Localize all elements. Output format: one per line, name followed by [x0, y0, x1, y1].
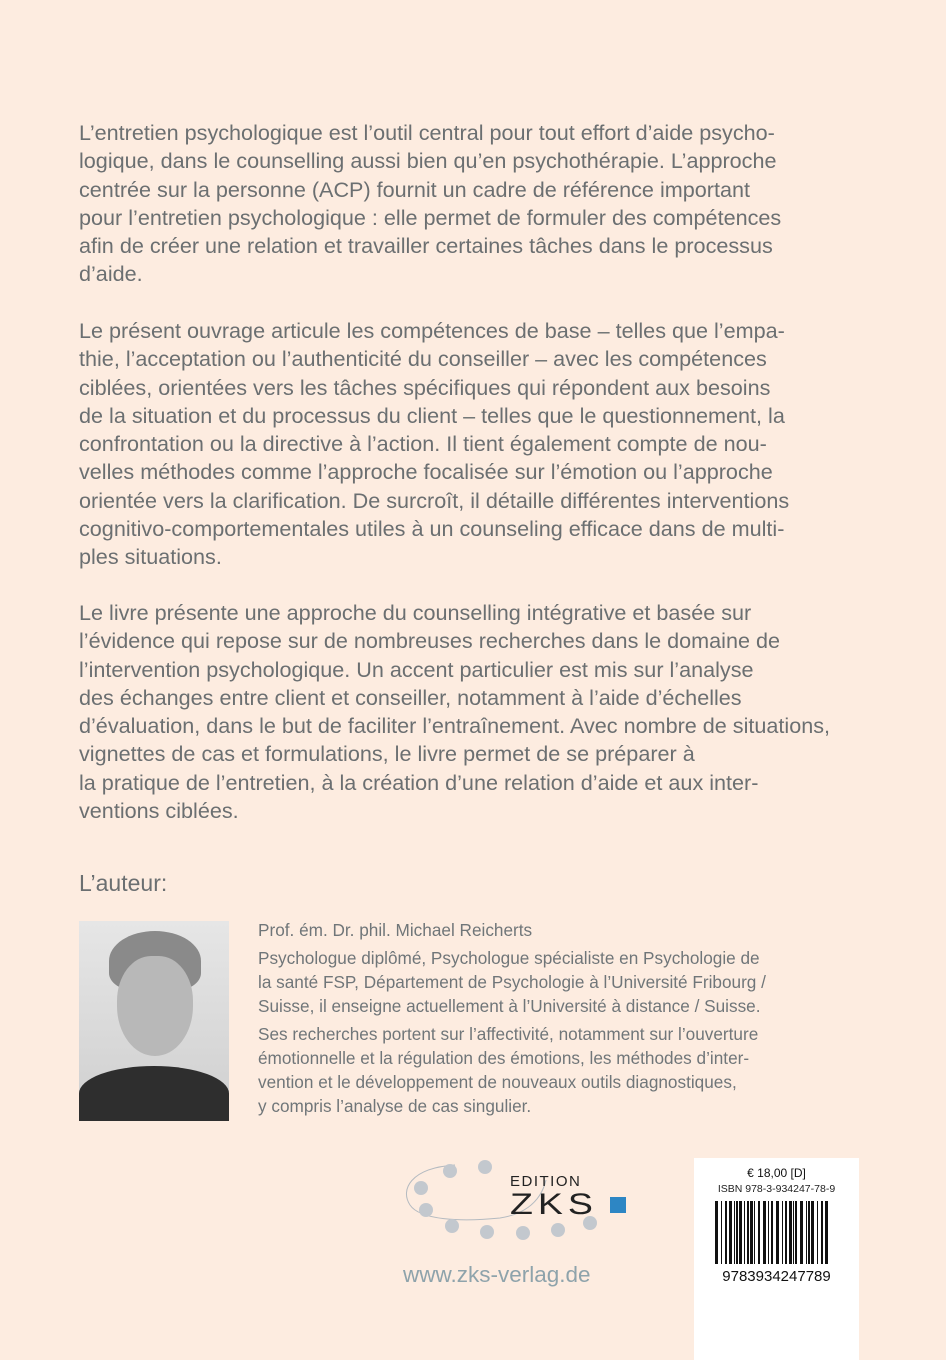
barcode-bar: [771, 1201, 773, 1264]
barcode-bar: [715, 1201, 718, 1264]
barcode-bar: [825, 1201, 828, 1264]
barcode-bar: [729, 1201, 732, 1264]
publisher-url[interactable]: www.zks-verlag.de: [403, 1262, 591, 1287]
text-line: centrée sur la personne (ACP) fournit un cadre de référence important: [79, 176, 750, 202]
text-line: vignettes de cas et formulations, le livre permet de se préparer à: [79, 741, 695, 767]
isbn: ISBN 978-3-934247-78-9: [717, 1183, 836, 1195]
description-paragraph-1: [79, 119, 781, 289]
barcode-bar: [758, 1201, 760, 1264]
text-line: Suisse, il enseigne actuellement à l’Université à distance / Suisse.: [258, 996, 761, 1016]
text-line: afin de créer une relation et travailler certaines tâches dans le processus: [79, 233, 773, 259]
text-line: l’intervention psychologique. Un accent particulier est mis sur l’analyse: [79, 656, 754, 682]
text-line: y compris l’analyse de cas singulier.: [258, 1096, 532, 1116]
text-line: thie, l’acceptation ou l’authenticité du conseiller – avec les compétences: [79, 346, 767, 372]
text-line: orientée vers la clarification. De surcroît, il détaille différentes interventions: [79, 487, 790, 513]
barcode-bar: [734, 1201, 735, 1264]
price: € 18,00 [D]: [747, 1166, 806, 1180]
text-line: Ses recherches portent sur l’affectivité, notamment sur l’ouverture: [258, 1024, 759, 1044]
text-line: confrontation ou la directive à l’action. Il tient également compte de nou-: [79, 431, 767, 457]
description-paragraph-2: [79, 317, 789, 572]
barcode-bar: [795, 1201, 797, 1264]
barcode-bars: [715, 1201, 830, 1264]
text-line: la santé FSP, Département de Psychologie à l’Université Fribourg /: [258, 972, 766, 992]
logo-square-icon: [610, 1197, 626, 1213]
barcode-bar: [747, 1201, 749, 1264]
text-line: vention et le développement de nouveaux outils diagnostiques,: [258, 1072, 737, 1092]
text-line: émotionnelle et la régulation des émotions, les méthodes d’inter-: [258, 1048, 750, 1068]
barcode-bar: [782, 1201, 783, 1264]
text-line: cognitivo-comportementales utiles à un counseling efficace dans de multi-: [79, 516, 785, 542]
barcode-box: [694, 1158, 859, 1360]
author-name: Prof. ém. Dr. phil. Michael Reicherts: [258, 920, 533, 940]
barcode-bar: [817, 1201, 818, 1264]
barcode-bar: [789, 1201, 792, 1264]
text-line: velles méthodes comme l’approche focalisée sur l’émotion ou l’approche: [79, 459, 773, 485]
text-line: d’évaluation, dans le but de faciliter l’entraînement. Avec nombre de situations,: [79, 713, 831, 739]
barcode-bar: [800, 1201, 803, 1264]
barcode-bar: [821, 1201, 823, 1264]
barcode-bar: [808, 1201, 810, 1264]
logo-edition-text: EDITION: [510, 1173, 582, 1190]
barcode-bar: [763, 1201, 766, 1264]
barcode-bar: [736, 1201, 738, 1264]
barcode-bar: [785, 1201, 787, 1264]
text-line: Psychologue diplômé, Psychologue spécialiste en Psychologie de: [258, 948, 760, 968]
ean-number: 9783934247789: [722, 1268, 831, 1285]
barcode-bar: [750, 1201, 753, 1264]
text-line: ventions ciblées.: [79, 798, 239, 824]
author-bio: [258, 946, 766, 1018]
author-research: [258, 1022, 758, 1118]
text-line: l’évidence qui repose sur de nombreuses recherches dans le domaine de: [79, 628, 781, 654]
text-line: de la situation et du processus du client – telles que le questionnement, la: [79, 402, 785, 428]
text-line: ples situations.: [79, 544, 222, 570]
text-line: la pratique de l’entretien, à la création d’une relation d’aide et aux inter-: [79, 769, 759, 795]
barcode-bar: [806, 1201, 807, 1264]
text-line: logique, dans le counselling aussi bien qu’en psychothérapie. L’approche: [79, 148, 777, 174]
barcode-bar: [793, 1201, 794, 1264]
barcode-bar: [811, 1201, 814, 1264]
logo-zks-text: ZKS: [510, 1188, 598, 1221]
text-line: d’aide.: [79, 261, 143, 287]
text-line: Le livre présente une approche du counselling intégrative et basée sur: [79, 600, 752, 625]
barcode-bar: [768, 1201, 769, 1264]
description-paragraph-3: [79, 599, 830, 825]
barcode-bar: [776, 1201, 779, 1264]
text-line: ciblées, orientées vers les tâches spécifiques qui répondent aux besoins: [79, 374, 771, 400]
barcode-bar: [744, 1201, 745, 1264]
author-heading: L’auteur:: [79, 870, 168, 896]
barcode-bar: [739, 1201, 742, 1264]
text-line: L’entretien psychologique est l’outil central pour tout effort d’aide psycho-: [79, 120, 775, 145]
barcode-bar: [721, 1201, 722, 1264]
barcode-bar: [725, 1201, 727, 1264]
text-line: des échanges entre client et conseiller, notamment à l’aide d’échelles: [79, 684, 742, 710]
barcode-bar: [754, 1201, 755, 1264]
author-photo: [79, 921, 229, 1121]
text-line: Le présent ouvrage articule les compétences de base – telles que l’empa-: [79, 318, 785, 343]
text-line: pour l’entretien psychologique : elle permet de formuler des compétences: [79, 204, 782, 230]
